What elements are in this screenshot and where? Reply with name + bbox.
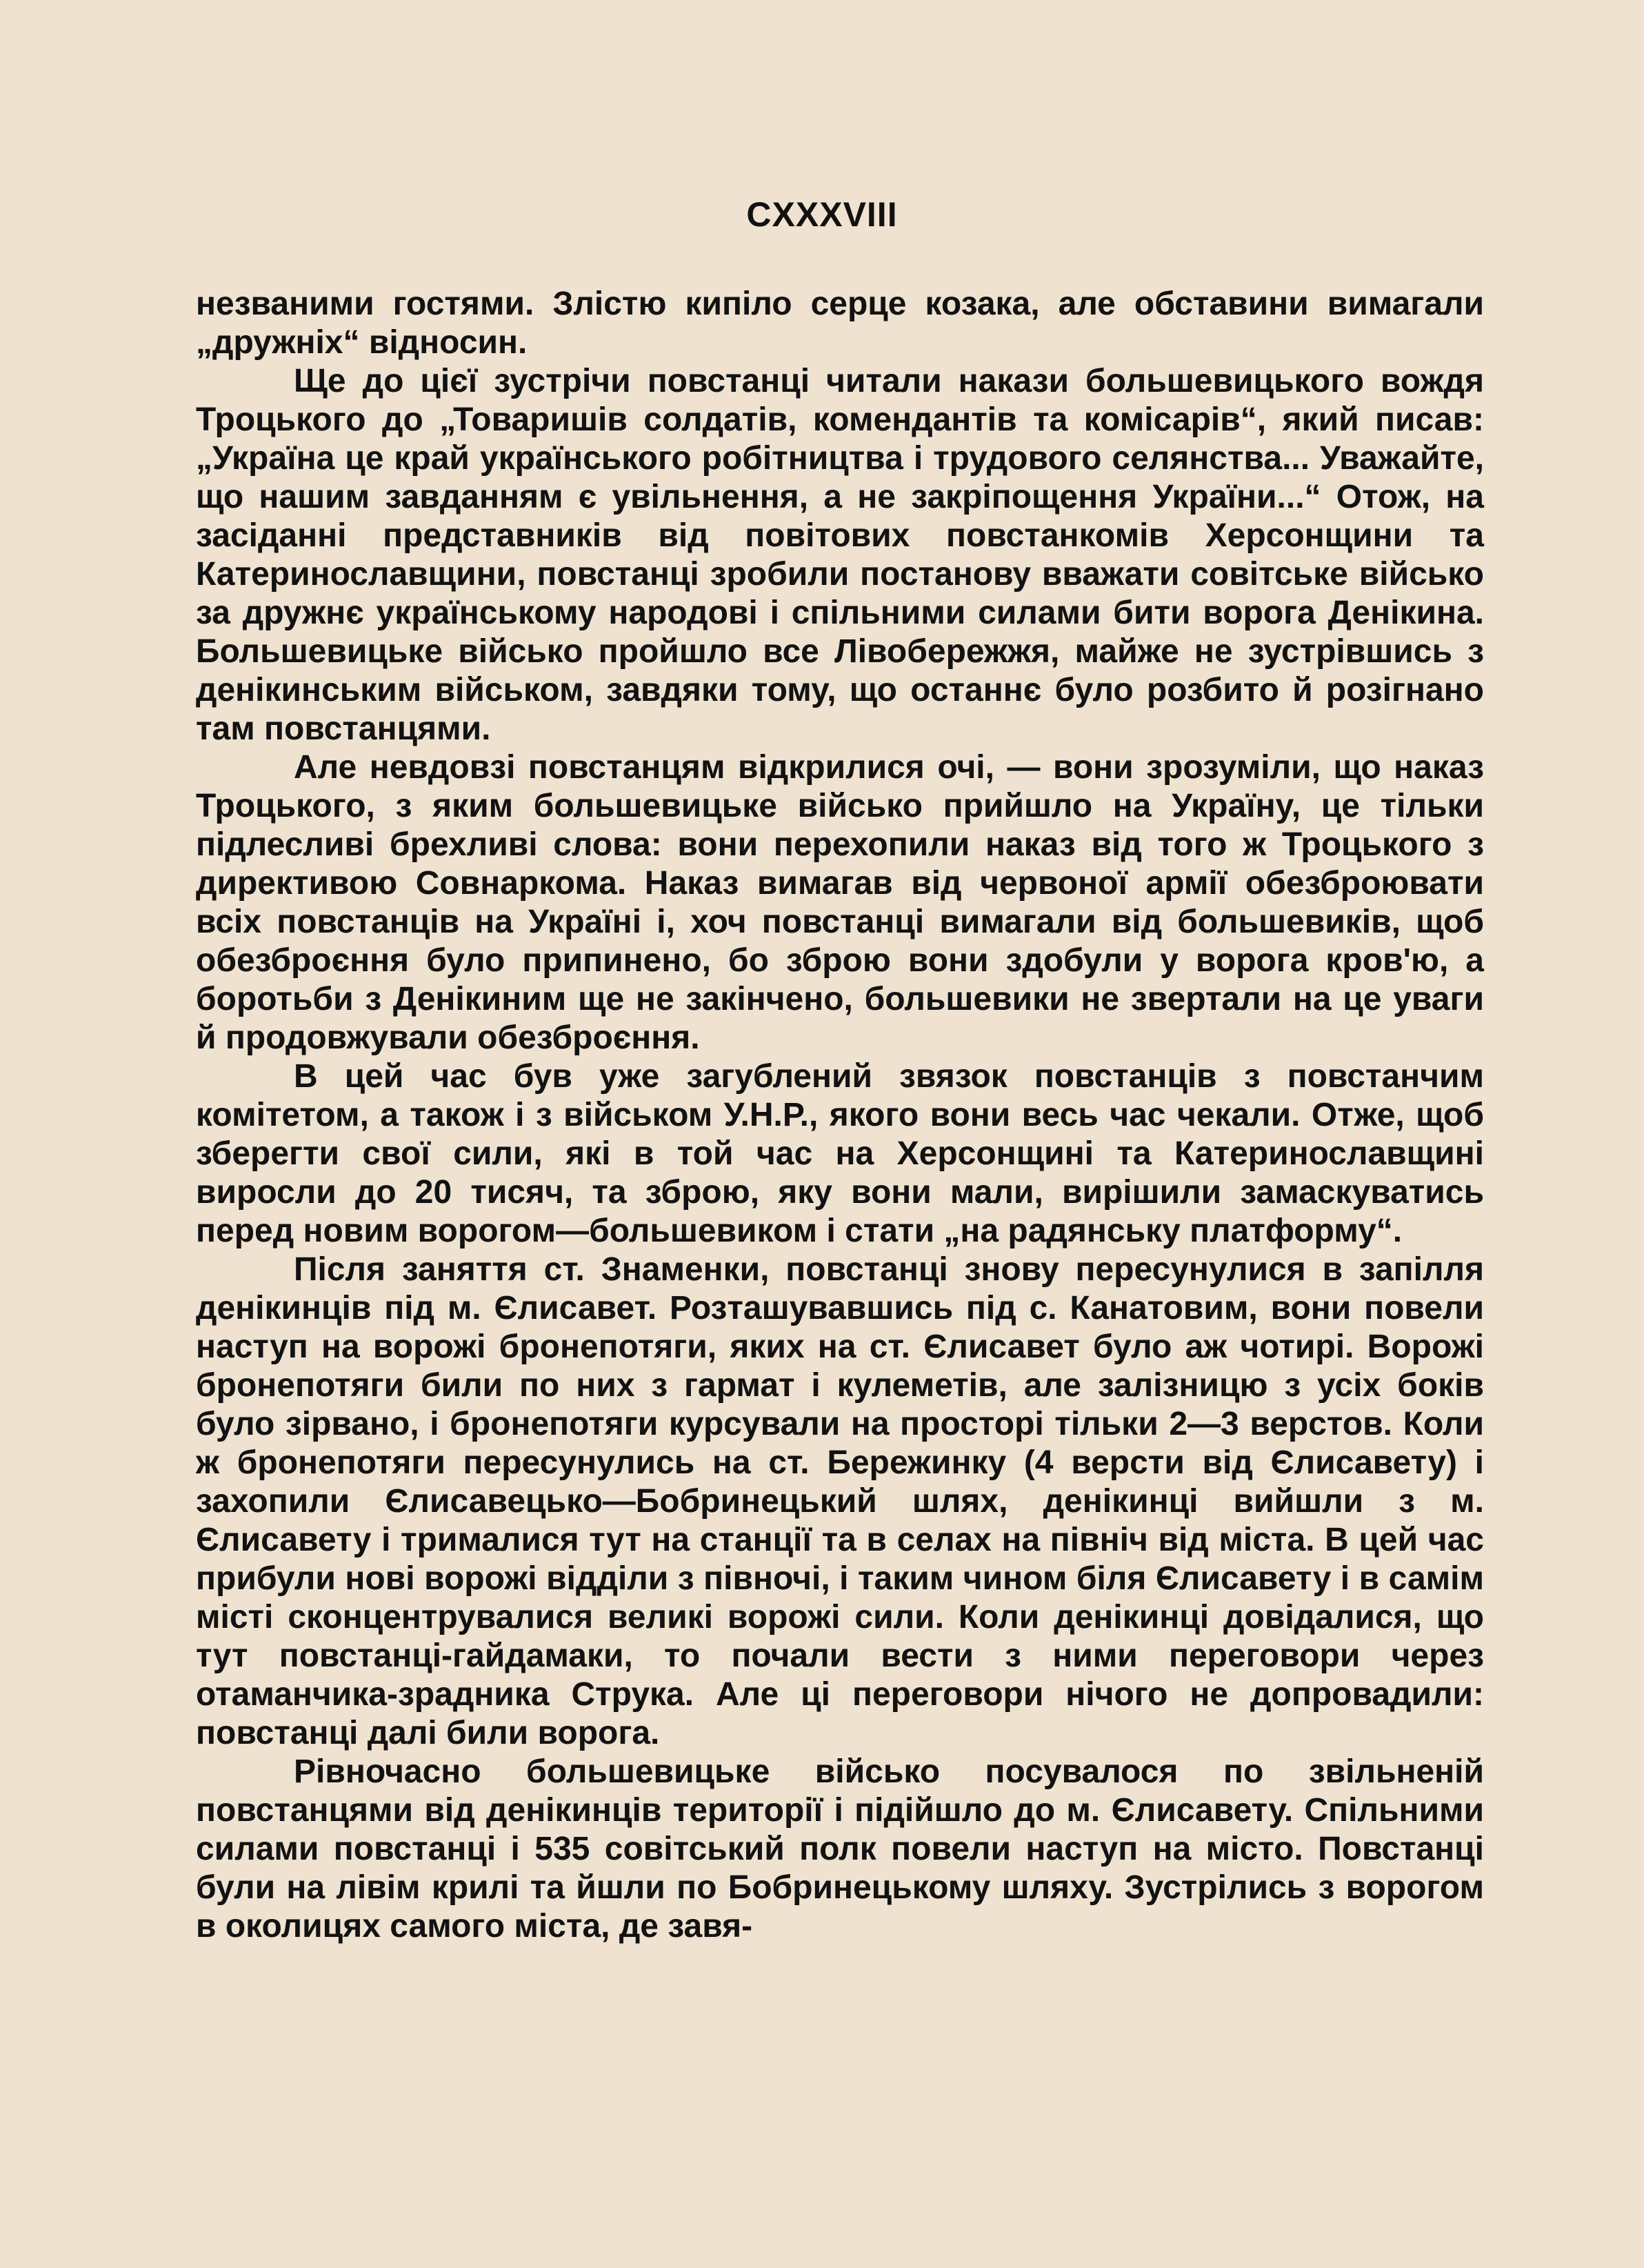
paragraph-5: Після заняття ст. Знаменки, повстанці знову пересунулися в запілля денікинців під м. Єлисавет. Розташувавшись під с. Канатовим, вони повели наступ на ворожі бронепотяги, яких на ст. Єлисавет було аж чотирі. Ворожі бронепотяги били по них з гармат і кулеметів, але залізницю з усіх боків було зірвано, і бронепотяги курсували на просторі тільки 2—3 верстов. Коли ж бронепотяги пересунулись на ст. Бережинку (4 версти від Єлисавету) і захопили Єлисавецько—Бобринецький шлях, денікинці вийшли з м. Єлисавету і трималися тут на станції та в селах на північ від міста. В цей час прибули нові ворожі відділи з півночі, і таким чином біля Єлисавету і в самім місті сконцентрувалися великі ворожі сили. Коли денікинці довідалися, що тут повстанці-гайдамаки, то почали вести з ними переговори через отаманчика-зрадника Струка. Але ці переговори нічого не допровадили: повстанці далі били ворога. — [196, 1251, 1484, 1751]
text-body — [196, 285, 1484, 1946]
paragraph-3: Але невдовзі повстанцям відкрилися очі, — вони зрозуміли, що наказ Троцького, з яким большевицьке військо прийшло на Україну, це тільки підлесливі брехливі слова: вони перехопили наказ від того ж Троцького з директивою Совнаркома. Наказ вимагав від червоної армії обезброювати всіх повстанців на Україні і, хоч повстанці вимагали від большевиків, щоб обезброєння було припинено, бо зброю вони здобули у ворога кров'ю, а боротьби з Денікиним ще не закінчено, большевики не звертали на це уваги й продовжували обезброєння. — [196, 749, 1484, 1056]
paragraph-2: Ще до цієї зустрічи повстанці читали накази большевицького вождя Троцького до „Товаришів солдатів, комендантів та комісарів“, який писав: „Україна це край українського робітництва і трудового селянства... Уважайте, що нашим завданням є увільнення, а не закріпощення України...“ Отож, на засіданні представників від повітових повстанкомів Херсонщини та Катеринославщини, повстанці зробили постанову вважати совітське військо за дружнє українському народові і спільними силами бити ворога Денікина. Большевицьке військо пройшло все Лівобережжя, майже не зустрівшись з денікинським військом, завдяки тому, що останнє було розбито й розігнано там повстанцями. — [196, 363, 1484, 747]
page-number: CXXXVIII — [746, 195, 898, 234]
paragraph-4: В цей час був уже загублений звязок повстанців з повстанчим комітетом, а також і з військом У.Н.Р., якого вони весь час чекали. Отже, щоб зберегти свої сили, які в той час на Херсонщині та Катеринославщині виросли до 20 тисяч, та зброю, яку вони мали, вирішили замаскуватись перед новим ворогом—большевиком і стати „на радянську платформу“. — [196, 1058, 1484, 1249]
paragraph-1: незваними гостями. Злістю кипіло серце козака, але обставини вимагали „дружніх“ відносин. — [196, 286, 1484, 361]
paragraph-6: Рівночасно большевицьке військо посувалося по звільненій повстанцями від денікинців території і підійшло до м. Єлисавету. Спільними силами повстанці і 535 совітський полк повели наступ на місто. Повстанці були на лівім крилі та йшли по Бобринецькому шляху. Зустрілись з ворогом в околицях самого міста, де завя- — [196, 1753, 1484, 1944]
